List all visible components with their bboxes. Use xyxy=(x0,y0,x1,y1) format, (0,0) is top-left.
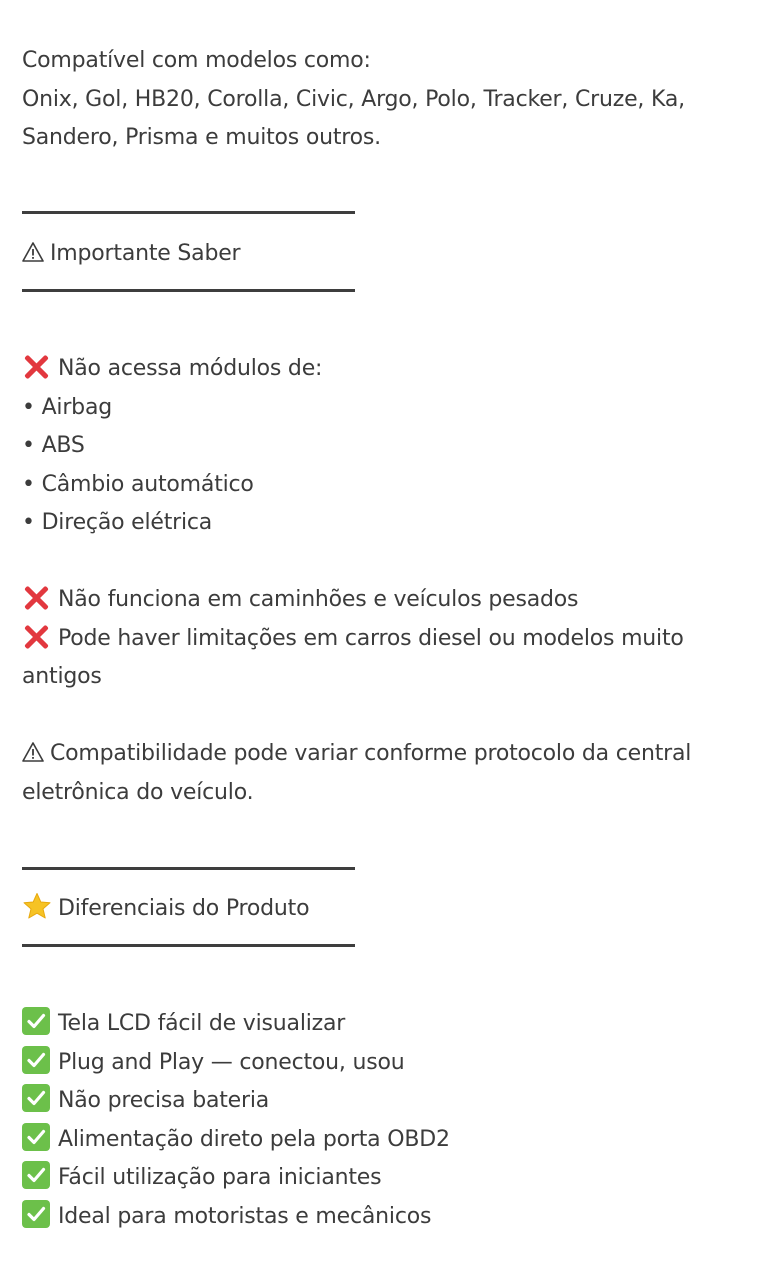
divider xyxy=(22,211,355,214)
compat-note-cont: eletrônica do veículo. xyxy=(22,780,254,805)
divider xyxy=(22,289,355,292)
diesel-item xyxy=(22,620,684,658)
diesel-label: Pode haver limitações em carros diesel ou modelos muito xyxy=(58,626,684,651)
check-mark-icon xyxy=(22,1161,50,1189)
check-mark-icon xyxy=(22,1084,50,1112)
module-item: • ABS xyxy=(22,433,85,458)
feature-item xyxy=(22,1121,450,1159)
feature-item xyxy=(22,1044,404,1082)
divider xyxy=(22,867,355,870)
feature-item xyxy=(22,1198,431,1236)
compat-models: Onix, Gol, HB20, Corolla, Civic, Argo, Polo, Tracker, Cruze, Ka, xyxy=(22,87,685,112)
cross-mark-icon xyxy=(22,583,50,611)
module-item: • Airbag xyxy=(22,395,112,420)
compat-models-cont: Sandero, Prisma e muitos outros. xyxy=(22,125,381,150)
feature-label: Fácil utilização para iniciantes xyxy=(58,1165,382,1190)
important-heading-label: Importante Saber xyxy=(50,241,241,266)
feature-label: Plug and Play — conectou, usou xyxy=(58,1050,405,1075)
feature-label: Alimentação direto pela porta OBD2 xyxy=(58,1127,450,1152)
no-trucks-item xyxy=(22,581,578,619)
module-item: • Direção elétrica xyxy=(22,510,213,535)
no-modules-item xyxy=(22,350,322,388)
feature-item xyxy=(22,1005,345,1043)
cross-mark-icon xyxy=(22,352,50,380)
cross-mark-icon xyxy=(22,622,50,650)
divider xyxy=(22,944,355,947)
diesel-item-cont: antigos xyxy=(22,664,102,689)
compat-note-label: Compatibilidade pode variar conforme protocolo da central xyxy=(50,741,692,766)
compat-note xyxy=(22,735,691,773)
feature-label: Não precisa bateria xyxy=(58,1088,270,1113)
check-mark-icon xyxy=(22,1007,50,1035)
star-icon xyxy=(22,892,52,920)
no-modules-label: Não acessa módulos de: xyxy=(58,356,323,381)
compat-intro: Compatível com modelos como: xyxy=(22,48,371,73)
check-mark-icon xyxy=(22,1123,50,1151)
warning-icon xyxy=(22,242,44,262)
features-heading-label: Diferenciais do Produto xyxy=(58,896,310,921)
check-mark-icon xyxy=(22,1200,50,1228)
module-item: • Câmbio automático xyxy=(22,472,254,497)
no-trucks-label: Não funciona em caminhões e veículos pesados xyxy=(58,587,579,612)
feature-item xyxy=(22,1159,381,1197)
warning-icon xyxy=(22,742,44,762)
section-heading-features xyxy=(22,890,309,928)
section-heading-important xyxy=(22,235,240,273)
feature-item xyxy=(22,1082,269,1120)
check-mark-icon xyxy=(22,1046,50,1074)
feature-label: Tela LCD fácil de visualizar xyxy=(58,1011,346,1036)
feature-label: Ideal para motoristas e mecânicos xyxy=(58,1204,432,1229)
